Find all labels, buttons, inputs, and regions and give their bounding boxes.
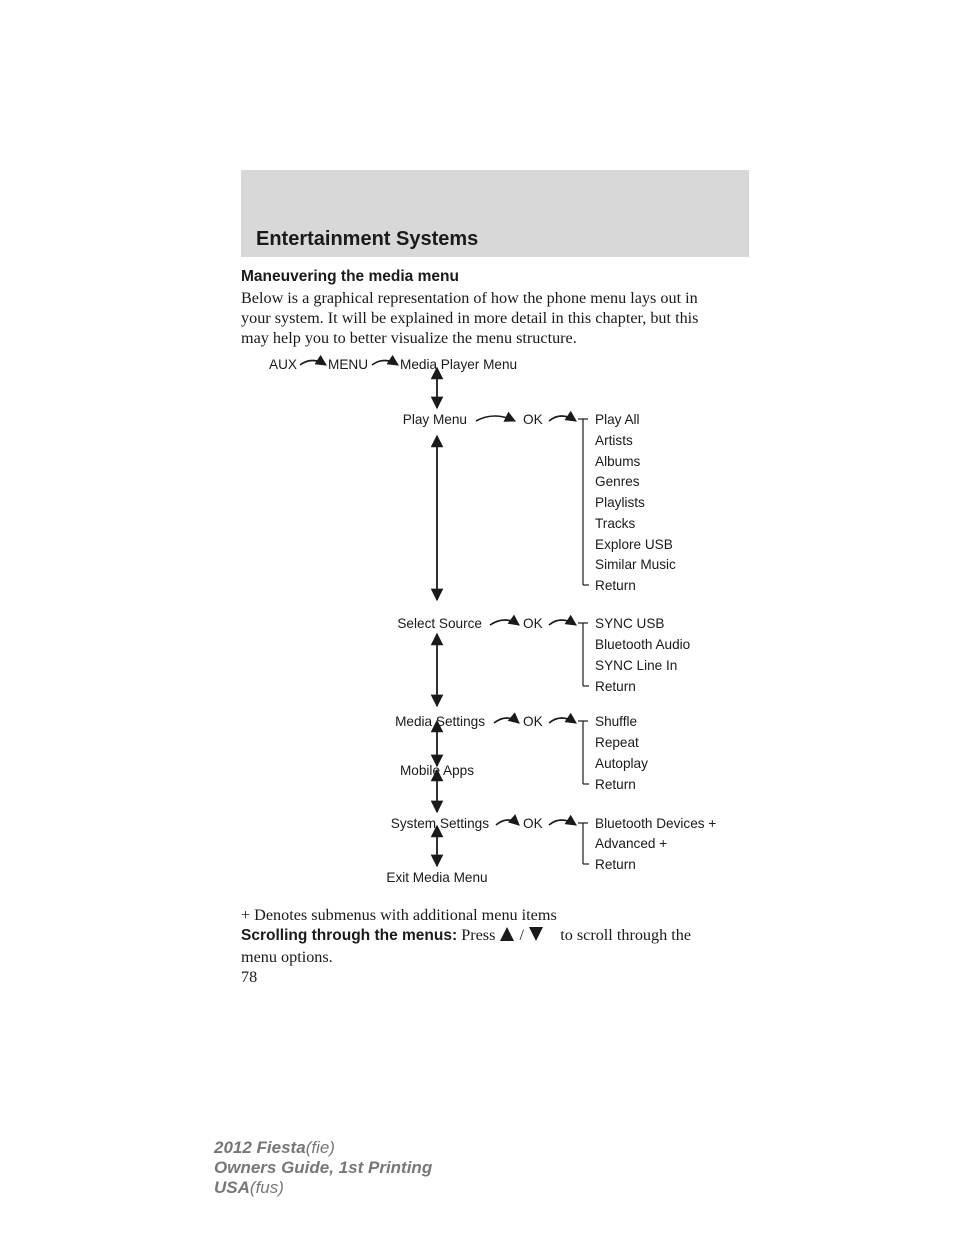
ok-label: OK — [523, 714, 543, 729]
section-heading: Maneuvering the media menu — [241, 268, 459, 285]
list-item: Artists — [595, 433, 633, 448]
arrow-icon — [494, 718, 519, 723]
main-item-select-source: Select Source — [397, 616, 482, 631]
media-settings-list — [595, 714, 648, 792]
menu-label: MENU — [328, 357, 369, 372]
arrow-icon — [549, 416, 576, 421]
select-source-list — [595, 616, 690, 694]
main-item-media-settings: Media Settings — [395, 714, 485, 729]
main-item-mobile-apps: Mobile Apps — [399, 763, 475, 778]
footer-market: USA — [214, 1178, 250, 1197]
footer-guide: Owners Guide, 1st Printing — [214, 1158, 433, 1177]
slash-text: / — [519, 926, 524, 944]
press-text: Press — [461, 926, 496, 944]
list-item: Tracks — [595, 516, 636, 531]
list-item: Play All — [595, 412, 640, 427]
list-item: Explore USB — [595, 537, 673, 552]
arrow-icon — [549, 718, 576, 723]
list-item: Albums — [595, 454, 641, 469]
footer-model: 2012 Fiesta — [214, 1138, 306, 1157]
aux-label: AUX — [269, 357, 297, 372]
list-item: Return — [595, 857, 636, 872]
footer-market-code: (fus) — [249, 1178, 284, 1197]
list-item: Shuffle — [595, 714, 638, 729]
list-item: Advanced + — [595, 836, 668, 851]
arrow-icon — [372, 361, 398, 366]
list-item: Repeat — [595, 735, 639, 750]
main-item-exit-media-menu: Exit Media Menu — [386, 870, 488, 885]
main-item-system-settings: System Settings — [390, 816, 489, 831]
intro-line: may help you to better visualize the menu structure. — [241, 329, 577, 347]
intro-line: your system. It will be explained in more detail in this chapter, but this — [241, 309, 699, 327]
arrow-icon — [549, 620, 576, 625]
down-arrow-icon — [528, 926, 544, 942]
arrow-icon — [496, 820, 519, 825]
ok-label: OK — [523, 616, 543, 631]
submenu-note: + Denotes submenus with additional menu items — [241, 906, 557, 924]
section-title: Entertainment Systems — [256, 228, 479, 250]
list-item: Return — [595, 679, 636, 694]
ok-label: OK — [523, 816, 543, 831]
arrow-icon — [549, 820, 576, 825]
arrow-icon — [490, 620, 519, 625]
list-item: Return — [595, 777, 636, 792]
list-item: SYNC USB — [595, 616, 665, 631]
scrolling-instruction — [241, 926, 691, 945]
list-item: Playlists — [595, 495, 645, 510]
scroll-rest-text: to scroll through the — [560, 926, 692, 944]
list-item: Similar Music — [595, 557, 676, 572]
list-item: Bluetooth Devices + — [595, 816, 717, 831]
list-item: Bluetooth Audio — [595, 637, 691, 652]
scrolling-instruction-cont: menu options. — [241, 948, 333, 966]
main-item-play-menu: Play Menu — [402, 412, 467, 427]
list-item: Autoplay — [595, 756, 648, 771]
print-footer — [214, 1138, 432, 1198]
list-item: Genres — [595, 474, 640, 489]
system-settings-list — [595, 816, 716, 872]
arrow-icon — [476, 416, 515, 421]
footer-model-code: (fie) — [305, 1138, 335, 1157]
up-arrow-icon — [499, 926, 515, 942]
intro-line: Below is a graphical representation of how the phone menu lays out in — [241, 289, 698, 307]
page-number: 78 — [241, 968, 258, 986]
play-menu-list — [595, 412, 676, 593]
list-item: Return — [595, 578, 636, 593]
media-player-menu-label: Media Player Menu — [400, 357, 518, 372]
list-item: SYNC Line In — [595, 658, 678, 673]
scrolling-lead: Scrolling through the menus: — [241, 927, 458, 944]
ok-label: OK — [523, 412, 543, 427]
arrow-icon — [300, 361, 326, 366]
